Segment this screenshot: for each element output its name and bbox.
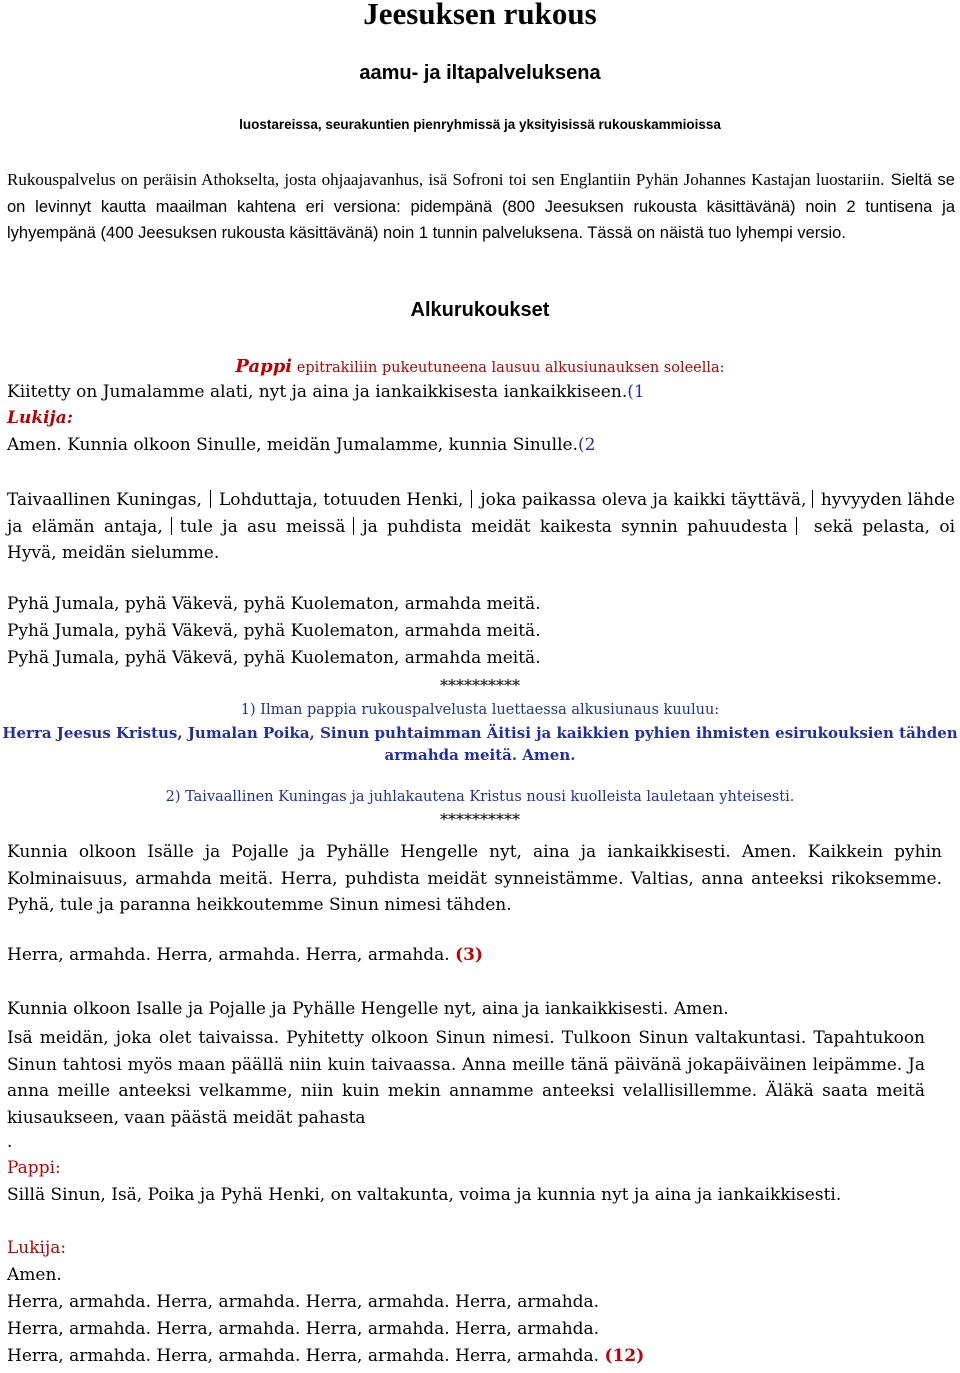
footnote-ref-2: (2 — [578, 435, 596, 455]
alkusiunaus-line-2: armahda meitä. Amen. — [384, 746, 576, 764]
verse-separator — [471, 490, 472, 508]
kunnia-paragraph: Kunnia olkoon Isälle ja Pojalle ja Pyhälle Hengelle nyt, aina ja iankaikkisesti. Amen. Kaikkein pyhin Kolminaisuus, armahda meitä. Herra, puhdista meidät synneistämme. Valtias, anna anteeksi rikoksemme. Pyhä, tule ja paranna heikkoutemme Sinun nimesi tähden. — [7, 842, 942, 916]
stars-divider: ********** — [440, 810, 520, 829]
amen-kunnia-text: Amen. Kunnia olkoon Sinulle, meidän Jumalamme, kunnia Sinulle. — [7, 435, 579, 455]
herra-armahda-line: Herra, armahda. Herra, armahda. Herra, armahda. Herra, armahda. — [7, 1319, 600, 1339]
repeat-count-3: (3) — [455, 945, 484, 965]
lukija-label: Lukija: — [7, 408, 73, 428]
herra-armahda-text: Herra, armahda. Herra, armahda. Herra, armahda. Herra, armahda. — [7, 1346, 600, 1366]
isa-meidan-paragraph: Isä meidän, joka olet taivaissa. Pyhitetty olkoon Sinun nimesi. Tulkoon Sinun valtakuntasi. Tapahtukoon Sinun tahtosi myös maan päällä niin kuin taivaassa. Anna meille tänä päivänä jokapäiväinen leipämme. Ja anna meille anteeksi velkamme, niin kuin mekin annamme anteeksi velallisillemme. Äläkä saata meitä kiusaukseen, vaan päästä meidät pahasta — [7, 1028, 925, 1128]
pyha-line: Pyhä Jumala, pyhä Väkevä, pyhä Kuolematon, armahda meitä. — [7, 621, 541, 641]
stars-divider: ********** — [440, 676, 520, 695]
alkusiunaus-text — [0, 722, 960, 766]
lukija-label-2: Lukija: — [7, 1238, 67, 1258]
repeat-count-12: (12) — [604, 1346, 645, 1366]
kunnia-line-2: Kunnia olkoon Isalle ja Pojalle ja Pyhälle Hengelle nyt, aina ja iankaikkisesti. Amen. — [7, 999, 729, 1019]
page-subtitle: aamu- ja iltapalveluksena — [359, 62, 601, 84]
verse-segment: Taivaallinen Kuningas, — [7, 490, 202, 510]
verse-separator — [812, 490, 813, 508]
pappi-who: Pappi — [235, 356, 293, 377]
verse-segment: ja puhdista meidät kaikesta synnin pahuudesta — [362, 516, 788, 537]
amen-kunnia-line — [7, 435, 595, 455]
pappi-instruction-text: epitrakiliin pukeutuneena lausuu alkusiunauksen soleella: — [296, 360, 725, 376]
pyha-line: Pyhä Jumala, pyhä Väkevä, pyhä Kuolematon, armahda meitä. — [7, 648, 541, 668]
intro-part-2: Sieltä se on levinnyt kautta maailman kahtena eri versiona: pidempänä (800 Jeesuksen rukousta käsittävänä) noin 2 tuntisena ja lyhyempänä (400 Jeesuksen rukousta käsittävänä) noin 1 tunnin palveluksena. Tässä on näistä tuo lyhempi versio. — [7, 171, 955, 243]
verse-separator — [210, 490, 211, 508]
verse-segment: tule ja asu meissä — [179, 516, 346, 537]
herra-armahda-line-last — [7, 1346, 644, 1366]
pyha-line: Pyhä Jumala, pyhä Väkevä, pyhä Kuolematon, armahda meitä. — [7, 594, 541, 614]
page-title: Jeesuksen rukous — [363, 0, 597, 31]
verse-segment: joka paikassa oleva ja kaikki täyttävä, — [480, 490, 807, 510]
pappi-instruction — [0, 356, 960, 377]
intro-paragraph — [7, 167, 955, 247]
herra-armahda-line: Herra, armahda. Herra, armahda. Herra, armahda. Herra, armahda. — [7, 1292, 600, 1312]
verse-separator — [171, 517, 172, 535]
silla-line: Sillä Sinun, Isä, Poika ja Pyhä Henki, on valtakunta, voima ja kunnia nyt ja aina ja iankaikkisesti. — [7, 1185, 842, 1205]
footnote-1: 1) Ilman pappia rukouspalvelusta luettaessa alkusiunaus kuuluu: — [240, 702, 720, 718]
verse-separator — [353, 517, 354, 535]
alkusiunaus-line-1: Herra Jeesus Kristus, Jumalan Poika, Sinun puhtaimman Äitisi ja kaikkien pyhien ihmisten esirukouksien tähden — [2, 724, 958, 742]
taivaallinen-paragraph — [7, 487, 955, 567]
herra-armahda-3-line — [7, 945, 483, 965]
section-heading: Alkurukoukset — [410, 299, 550, 321]
verse-separator — [796, 517, 797, 535]
kiitetty-text: Kiitetty on Jumalamme alati, nyt ja aina ja iankaikkisesta iankaikkiseen. — [7, 382, 628, 402]
footnote-2: 2) Taivaallinen Kuningas ja juhlakautena Kristus nousi kuolleista lauletaan yhteisesti. — [165, 789, 795, 805]
verse-segment: sekä pelasta, oi Hyvä, meidän sielumme. — [7, 516, 956, 564]
amen-line: Amen. — [7, 1265, 62, 1285]
pappi-label: Pappi: — [7, 1158, 61, 1178]
footnote-ref-1: (1 — [627, 382, 645, 402]
kiitetty-line — [7, 382, 645, 402]
intro-part-1: Rukouspalvelus on peräisin Athokselta, josta ohjaajavanhus, isä Sofroni toi sen Englantiin Pyhän Johannes Kastajan luostariin. — [7, 170, 885, 189]
places-line: luostareissa, seurakuntien pienryhmissä ja yksityisissä rukouskammioissa — [239, 117, 721, 132]
verse-segment: Lohduttaja, totuuden Henki, — [218, 490, 464, 510]
verse-segment: hyvyyden lähde ja elämän antaja, — [7, 490, 955, 537]
herra-armahda-3-text: Herra, armahda. Herra, armahda. Herra, armahda. — [7, 945, 450, 965]
dot-line: . — [7, 1132, 13, 1152]
